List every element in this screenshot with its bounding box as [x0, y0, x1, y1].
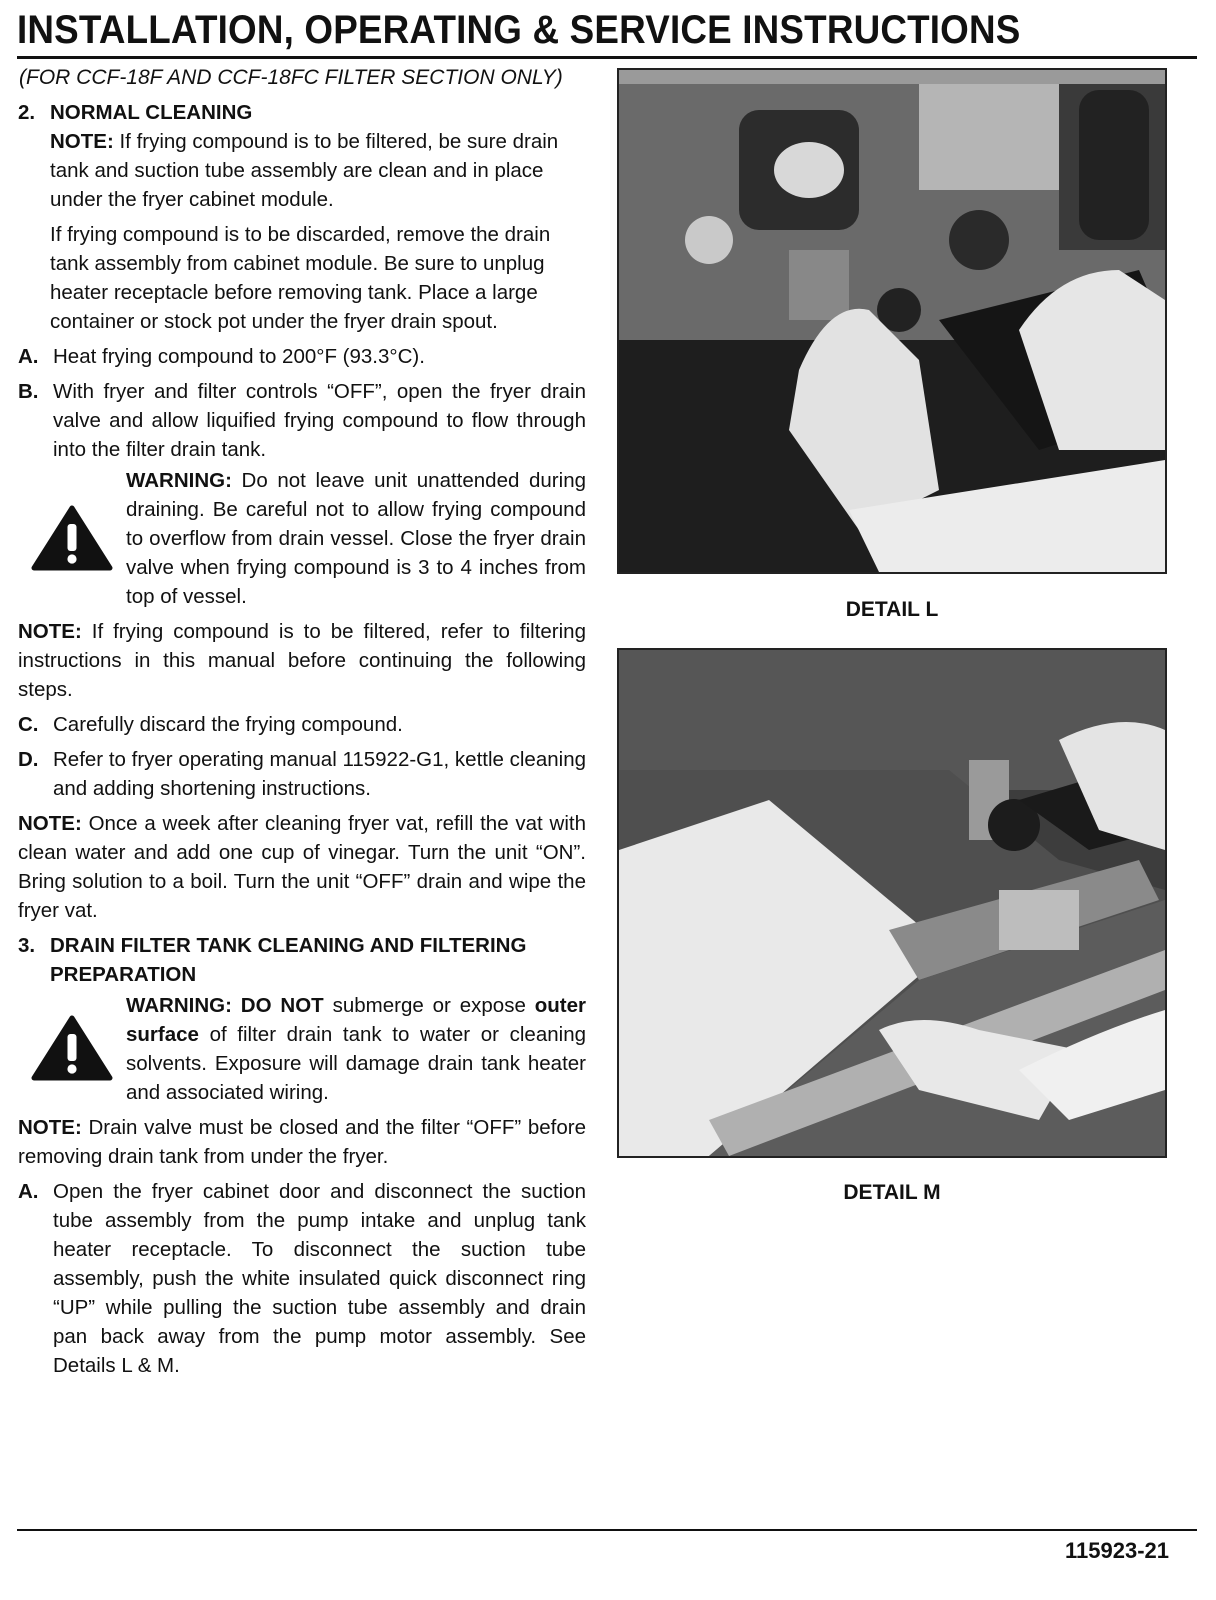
footer-rule [17, 1529, 1197, 1531]
step-label: D. [18, 748, 39, 771]
warning-block [18, 991, 586, 1107]
section-title: NORMAL CLEANING [50, 101, 253, 124]
warning-label: WARNING: DO NOT [126, 994, 324, 1017]
detail-m-caption: DETAIL M [843, 1181, 941, 1204]
section-title: DRAIN FILTER TANK CLEANING AND FILTERING PREPARATION [50, 934, 527, 986]
step-text: Carefully discard the frying compound. [53, 713, 403, 736]
title-rule [17, 56, 1197, 59]
warning-label: WARNING: [126, 469, 232, 492]
step-text: With fryer and filter controls “OFF”, open the fryer drain valve and allow liquified frying compound to flow through into the filter drain tank. [53, 380, 586, 461]
step-text: Heat frying compound to 200°F (93.3°C). [53, 345, 425, 368]
step-a [18, 342, 586, 371]
step-c [18, 710, 586, 739]
section-number: 3. [18, 934, 36, 957]
note-text: Drain valve must be closed and the filter “OFF” before removing drain tank from under the fryer. [18, 1116, 586, 1168]
note-text: If frying compound is to be filtered, be sure drain tank and suction tube assembly are clean and in place under the fryer cabinet module. [50, 130, 559, 211]
section-3-heading [18, 931, 586, 989]
note-paragraph [18, 617, 586, 704]
warning-triangle-icon [18, 991, 126, 1107]
instructions-column [18, 96, 586, 1380]
section-2-heading [18, 98, 586, 127]
section-number: 2. [18, 101, 36, 124]
note-paragraph [18, 127, 586, 214]
warning-block [18, 466, 586, 611]
page-subtitle: (FOR CCF-18F AND CCF-18FC FILTER SECTION ONLY) [19, 66, 563, 89]
step-d [18, 745, 586, 803]
note-paragraph [18, 1113, 586, 1171]
discard-paragraph: If frying compound is to be discarded, remove the drain tank assembly from cabinet module. Be sure to unplug heater receptacle before removing tank. Place a large container or stock pot under the fryer drain spout. [50, 223, 551, 333]
warning-body: of filter drain tank to water or cleaning solvents. Exposure will damage drain tank heater and associated wiring. [126, 1023, 586, 1104]
step-label: A. [18, 1180, 39, 1203]
note-label: NOTE: [18, 620, 82, 643]
step-text: Open the fryer cabinet door and disconnect the suction tube assembly from the pump intake and unplug tank heater receptacle. To disconnect the suction tube assembly, push the white insulated quick disconnect ring “UP” while pulling the suction tube assembly and drain pan back away from the pump motor assembly. See Details L & M. [53, 1180, 586, 1377]
detail-m-photo [617, 648, 1167, 1158]
note-label: NOTE: [50, 130, 114, 153]
warning-text [126, 991, 586, 1107]
warning-text [126, 466, 586, 611]
step-label: A. [18, 345, 39, 368]
step-label: C. [18, 713, 39, 736]
page-title: INSTALLATION, OPERATING & SERVICE INSTRUCTIONS [17, 8, 1021, 52]
detail-l-photo [617, 68, 1167, 574]
step-b [18, 377, 586, 464]
warning-body: submerge or expose [323, 994, 535, 1017]
note-label: NOTE: [18, 1116, 82, 1139]
note-text: If frying compound is to be filtered, refer to filtering instructions in this manual before continuing the following steps. [18, 620, 586, 701]
detail-l-caption: DETAIL L [845, 598, 939, 621]
warning-triangle-icon [18, 466, 126, 611]
page-number: 115923-21 [1065, 1538, 1169, 1563]
note-label: NOTE: [18, 812, 82, 835]
step-a [18, 1177, 586, 1380]
step-text: Refer to fryer operating manual 115922-G1, kettle cleaning and adding shortening instructions. [53, 748, 586, 800]
warning-emphasis: outer surface [126, 994, 586, 1046]
note-text: Once a week after cleaning fryer vat, refill the vat with clean water and add one cup of vinegar. Turn the unit “ON”. Bring solution to a boil. Turn the unit “OFF” drain and wipe the fryer vat. [18, 812, 586, 922]
warning-body: Do not leave unit unattended during draining. Be careful not to allow frying compound to overflow from drain vessel. Close the fryer drain valve when frying compound is 3 to 4 inches from top of vessel. [126, 469, 586, 608]
note-paragraph [18, 809, 586, 925]
step-label: B. [18, 380, 39, 403]
